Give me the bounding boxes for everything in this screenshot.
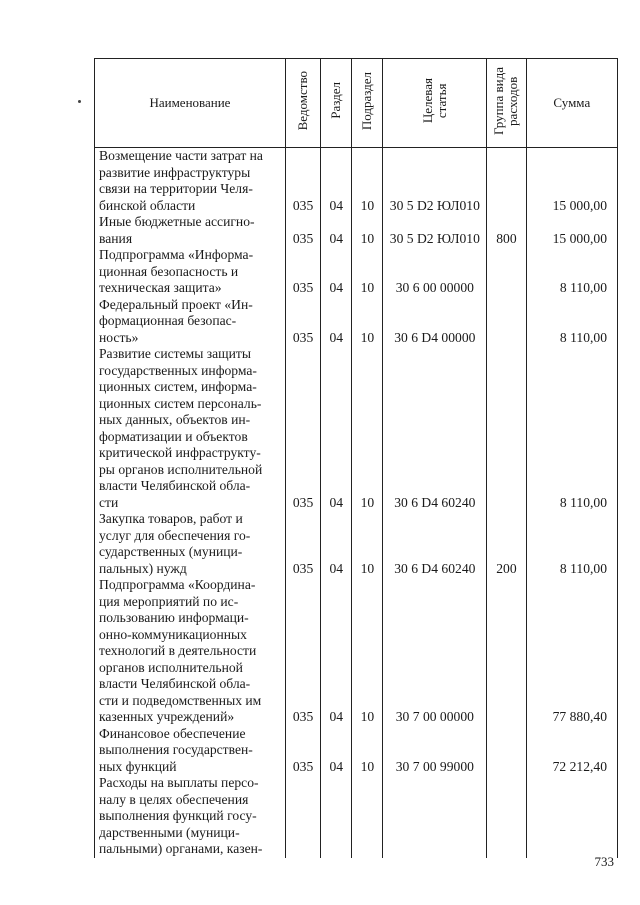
row-name-line: ция мероприятий по ис- xyxy=(99,593,239,609)
row-name-line: сти xyxy=(99,494,119,510)
row-podrazdel: 10 xyxy=(352,214,383,247)
row-name-line: Развитие системы защиты xyxy=(99,346,251,361)
budget-table xyxy=(94,58,618,858)
header-gruppa-vida-rashodov: Группа вида расходов xyxy=(487,59,526,148)
row-vedomstvo: 035 xyxy=(285,297,320,347)
table-row xyxy=(95,346,618,511)
row-gruppa xyxy=(487,247,526,297)
row-name-line: Возмещение части затрат на xyxy=(99,148,263,163)
row-name-line: ность» xyxy=(99,329,139,345)
row-name-line: развитие инфраструктуры xyxy=(99,164,251,180)
table-row xyxy=(95,775,618,858)
row-vedomstvo: 035 xyxy=(285,577,320,726)
row-name-line: Подпрограмма «Информа- xyxy=(99,247,254,262)
row-razdel: 04 xyxy=(321,346,352,511)
row-name xyxy=(95,297,286,347)
row-vedomstvo: 035 xyxy=(285,726,320,776)
row-name-line: связи на территории Челя- xyxy=(99,181,253,196)
header-celevaya-statya: Целевая статья xyxy=(383,59,487,148)
row-vedomstvo: 035 xyxy=(285,214,320,247)
row-razdel: 04 xyxy=(321,148,352,215)
row-name-line: казенных учреждений» xyxy=(99,709,235,724)
row-name-line: пальными) органами, казен- xyxy=(99,841,263,856)
row-name xyxy=(95,247,286,297)
row-gruppa: 200 xyxy=(487,511,526,577)
row-gruppa: 800 xyxy=(487,214,526,247)
row-razdel: 04 xyxy=(321,247,352,297)
row-celevaya-statya: 30 6 D4 00000 xyxy=(383,297,487,347)
row-name-line: Финансовое обеспечение xyxy=(99,725,246,741)
row-gruppa xyxy=(487,775,526,858)
table-row xyxy=(95,247,618,297)
row-name-line: сти и подведомственных им xyxy=(99,692,262,708)
row-name-line: сударственных (муници- xyxy=(99,544,243,559)
row-razdel: 04 xyxy=(321,577,352,726)
row-celevaya-statya: 30 6 00 00000 xyxy=(383,247,487,297)
row-razdel xyxy=(321,775,352,858)
row-summa xyxy=(526,775,617,858)
row-name-line: выполнения государствен- xyxy=(99,742,253,757)
row-celevaya-statya: 30 5 D2 ЮЛ010 xyxy=(383,214,487,247)
row-podrazdel: 10 xyxy=(352,297,383,347)
row-summa: 8 110,00 xyxy=(526,346,617,511)
row-name xyxy=(95,775,286,858)
row-name-line: услуг для обеспечения го- xyxy=(99,527,251,543)
row-name-line: государственных информа- xyxy=(99,362,257,378)
row-name-line: пальных) нужд xyxy=(99,560,187,576)
row-name-line: форматизации и объектов xyxy=(99,428,248,444)
row-razdel: 04 xyxy=(321,214,352,247)
row-name-line: власти Челябинской обла- xyxy=(99,478,251,493)
row-summa: 77 880,40 xyxy=(526,577,617,726)
row-summa: 72 212,40 xyxy=(526,726,617,776)
row-name-line: онно-коммуникационных xyxy=(99,626,247,642)
row-razdel: 04 xyxy=(321,726,352,776)
row-podrazdel: 10 xyxy=(352,577,383,726)
table-row xyxy=(95,511,618,577)
row-name xyxy=(95,148,286,215)
row-celevaya-statya: 30 7 00 00000 xyxy=(383,577,487,726)
row-summa: 8 110,00 xyxy=(526,247,617,297)
row-gruppa xyxy=(487,148,526,215)
header-podrazdel: Подраздел xyxy=(352,59,383,148)
row-name-line: Подпрограмма «Координа- xyxy=(99,577,256,592)
row-celevaya-statya xyxy=(383,775,487,858)
row-name-line: Федеральный проект «Ин- xyxy=(99,296,253,312)
row-podrazdel: 10 xyxy=(352,726,383,776)
row-name-line: ционная безопасность и xyxy=(99,263,239,279)
row-name-line: критической инфраструкту- xyxy=(99,445,261,460)
row-vedomstvo: 035 xyxy=(285,511,320,577)
row-name-line: технологий в деятельности xyxy=(99,643,257,658)
row-vedomstvo: 035 xyxy=(285,148,320,215)
row-summa: 8 110,00 xyxy=(526,297,617,347)
page-number: 733 xyxy=(594,854,614,869)
table-row xyxy=(95,214,618,247)
row-celevaya-statya: 30 6 D4 60240 xyxy=(383,511,487,577)
row-name-line: ционных систем персональ- xyxy=(99,395,262,411)
row-celevaya-statya: 30 7 00 99000 xyxy=(383,726,487,776)
row-name-line: органов исполнительной xyxy=(99,659,243,675)
row-gruppa xyxy=(487,577,526,726)
table-row xyxy=(95,148,618,215)
row-name-line: Расходы на выплаты персо- xyxy=(99,775,259,790)
row-vedomstvo xyxy=(285,775,320,858)
row-name-line: власти Челябинской обла- xyxy=(99,676,251,691)
row-podrazdel: 10 xyxy=(352,148,383,215)
header-vedomstvo: Ведомство xyxy=(285,59,320,148)
row-name-line: выполнения функций госу- xyxy=(99,808,257,823)
row-name-line: техническая защита» xyxy=(99,280,222,295)
table-row xyxy=(95,726,618,776)
row-vedomstvo: 035 xyxy=(285,346,320,511)
row-gruppa xyxy=(487,726,526,776)
row-name-line: Закупка товаров, работ и xyxy=(99,511,243,526)
row-name-line: формационная безопас- xyxy=(99,313,237,328)
table-row xyxy=(95,297,618,347)
row-summa: 15 000,00 xyxy=(526,148,617,215)
row-summa: 15 000,00 xyxy=(526,214,617,247)
row-name xyxy=(95,511,286,577)
table-row xyxy=(95,577,618,726)
scan-mark xyxy=(78,100,81,103)
header-razdel: Раздел xyxy=(321,59,352,148)
row-name-line: Иные бюджетные ассигно- xyxy=(99,214,255,229)
table-header-row xyxy=(95,59,618,148)
row-razdel: 04 xyxy=(321,511,352,577)
row-name xyxy=(95,726,286,776)
row-podrazdel: 10 xyxy=(352,346,383,511)
row-name-line: ных данных, объектов ин- xyxy=(99,412,251,427)
row-name-line: ры органов исполнительной xyxy=(99,461,263,477)
row-gruppa xyxy=(487,297,526,347)
row-celevaya-statya: 30 6 D4 60240 xyxy=(383,346,487,511)
row-name-line: пользованию информаци- xyxy=(99,610,249,625)
row-razdel: 04 xyxy=(321,297,352,347)
header-name: Наименование xyxy=(95,59,286,148)
row-name xyxy=(95,577,286,726)
row-name-line: ционных систем, информа- xyxy=(99,379,257,394)
header-summa: Сумма xyxy=(526,59,617,148)
row-name xyxy=(95,214,286,247)
row-vedomstvo: 035 xyxy=(285,247,320,297)
row-gruppa xyxy=(487,346,526,511)
row-podrazdel xyxy=(352,775,383,858)
row-summa: 8 110,00 xyxy=(526,511,617,577)
row-celevaya-statya: 30 5 D2 ЮЛ010 xyxy=(383,148,487,215)
row-name-line: вания xyxy=(99,230,133,246)
row-name-line: налу в целях обеспечения xyxy=(99,791,249,807)
row-name-line: дарственными (муници- xyxy=(99,824,240,840)
row-name xyxy=(95,346,286,511)
row-name-line: бинской области xyxy=(99,197,196,213)
row-name-line: ных функций xyxy=(99,758,177,774)
row-podrazdel: 10 xyxy=(352,247,383,297)
row-podrazdel: 10 xyxy=(352,511,383,577)
